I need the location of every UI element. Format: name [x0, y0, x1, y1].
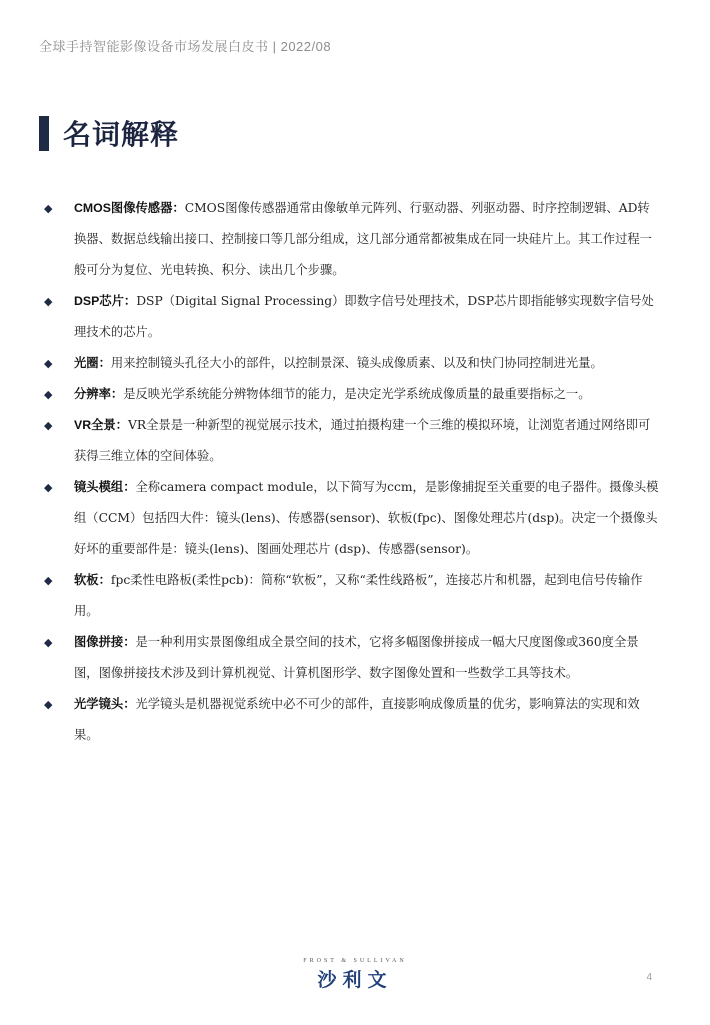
glossary-item	[44, 627, 662, 689]
diamond-bullet-icon: ◆	[44, 698, 53, 711]
term-definition: 是一种利用实景图像组成全景空间的技术，它将多幅图像拼接成一幅大尺度图像或360度全景图，图像拼接技术涉及到计算机视觉、计算机图形学、数字图像处置和一些数学工具等技术。	[74, 635, 639, 680]
diamond-bullet-icon: ◆	[44, 202, 53, 215]
section-title-block	[39, 115, 179, 151]
term-definition: 用来控制镜头孔径大小的部件，以控制景深、镜头成像质素、以及和快门协同控制进光量。	[110, 356, 603, 370]
glossary-item	[44, 689, 662, 751]
term-definition: VR全景是一种新型的视觉展示技术，通过拍摄构建一个三维的模拟环境，让浏览者通过网络即可获得三维立体的空间体验。	[74, 418, 651, 463]
glossary-item	[44, 410, 662, 472]
term-name: 图像拼接：	[74, 635, 136, 649]
term-definition: 光学镜头是机器视觉系统中必不可少的部件，直接影响成像质量的优劣，影响算法的实现和效果。	[74, 697, 640, 742]
diamond-bullet-icon: ◆	[44, 574, 53, 587]
term-name: CMOS图像传感器：	[74, 201, 185, 215]
term-name: 光圈：	[74, 356, 111, 370]
glossary-item	[44, 472, 662, 565]
glossary-item	[44, 286, 662, 348]
term-name: DSP芯片：	[74, 294, 137, 308]
running-header: 全球手持智能影像设备市场发展白皮书 | 2022/08	[39, 39, 332, 54]
term-name: 软板：	[74, 573, 111, 587]
glossary-item	[44, 565, 662, 627]
glossary-item	[44, 193, 662, 286]
term-definition: CMOS图像传感器通常由像敏单元阵列、行驱动器、列驱动器、时序控制逻辑、AD转换器、数据总线输出接口、控制接口等几部分组成，这几部分通常都被集成在同一块硅片上。其工作过程一般可分为复位、光电转换、积分、读出几个步骤。	[74, 201, 652, 277]
diamond-bullet-icon: ◆	[44, 636, 53, 649]
logo-english-text: FROST & SULLIVAN	[303, 958, 407, 964]
logo-chinese-text: 沙利文	[317, 969, 393, 991]
diamond-bullet-icon: ◆	[44, 419, 53, 432]
diamond-bullet-icon: ◆	[44, 295, 53, 308]
term-name: VR全景：	[74, 418, 128, 432]
diamond-bullet-icon: ◆	[44, 357, 53, 370]
title-accent-bar	[39, 116, 49, 151]
term-definition: DSP（Digital Signal Processing）即数字信号处理技术，DSP芯片即指能够实现数字信号处理技术的芯片。	[74, 294, 654, 339]
term-definition: 全称camera compact module，以下简写为ccm，是影像捕捉至关重要的电子器件。摄像头模组（CCM）包括四大件：镜头(lens)、传感器(sensor)、软板(fpc)、图像处理芯片(dsp)。决定一个摄像头好坏的重要部件是：镜头(lens)、图画处理芯片 (dsp)、传感器(sensor)。	[74, 480, 659, 556]
term-name: 光学镜头：	[74, 697, 136, 711]
footer-logo	[0, 958, 710, 992]
glossary-item	[44, 379, 662, 410]
glossary-list	[44, 193, 662, 751]
term-name: 镜头模组：	[74, 480, 136, 494]
term-definition: fpc柔性电路板(柔性pcb)：简称“软板”，又称“柔性线路板”，连接芯片和机器，起到电信号传输作用。	[74, 573, 643, 618]
term-definition: 是反映光学系统能分辨物体细节的能力，是决定光学系统成像质量的最重要指标之一。	[123, 387, 591, 401]
glossary-item	[44, 348, 662, 379]
term-name: 分辨率：	[74, 387, 124, 401]
section-title: 名词解释	[63, 118, 180, 151]
diamond-bullet-icon: ◆	[44, 388, 53, 401]
page-number: 4	[646, 972, 652, 983]
diamond-bullet-icon: ◆	[44, 481, 53, 494]
